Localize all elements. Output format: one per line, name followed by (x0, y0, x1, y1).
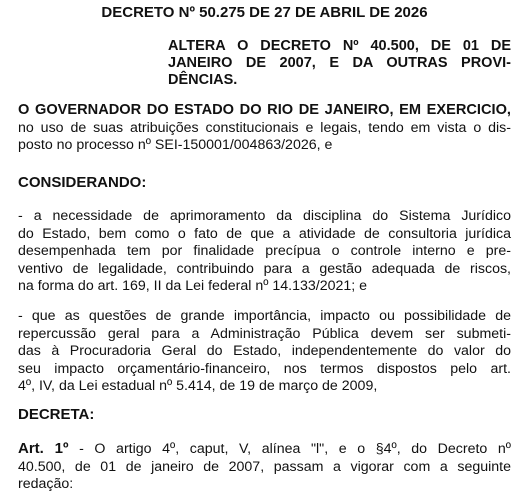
article-1-paragraph (18, 440, 511, 494)
decreta-heading: DECRETA: (18, 406, 95, 423)
paragraph-line: seu impacto orçamentário-financeiro, nos termos dispostos pelo art. (18, 360, 511, 377)
ementa-line: DÊNCIAS. (168, 72, 238, 88)
ementa-line: ALTERA O DECRETO Nº 40.500, DE 01 DE (168, 38, 511, 54)
paragraph-line: 4º, IV, da Lei estadual nº 5.414, de 19 de março de 2009, (18, 378, 378, 395)
considerando-heading: CONSIDERANDO: (18, 174, 147, 191)
article-1-first-line (18, 440, 511, 459)
preamble-bold: O GOVERNADOR DO ESTADO DO RIO DE JANEIRO, EM EXERCICIO, (18, 102, 511, 118)
considerando-paragraph-1 (18, 208, 511, 296)
paragraph-line: do Estado, bem como o fato de que a atividade de consultoria jurídica (18, 225, 511, 242)
article-1-text: - O artigo 4º, caput, V, alínea "l", e o §4º, do Decreto nº (68, 441, 511, 457)
article-1-label: Art. 1º (18, 440, 69, 457)
paragraph-line: desempenhada tem por finalidade precípua o controle interno e pre- (18, 243, 511, 260)
paragraph-line: das à Procuradoria Geral do Estado, independentemente do valor do (18, 343, 511, 360)
ementa-line: JANEIRO DE 2007, E DA OUTRAS PROVI- (168, 55, 511, 71)
considerando-paragraph-2 (18, 308, 511, 396)
preamble-line: no uso de suas atribuições constitucionais e legais, tendo em vista o dis- (18, 119, 511, 136)
preamble-line: posto no processo nº SEI-150001/004863/2026, e (18, 137, 333, 154)
paragraph-line: redação: (18, 476, 74, 493)
paragraph-line: repercussão geral para a Administração Pública devem ser submeti- (18, 325, 511, 342)
paragraph-line: ventivo de legalidade, contribuindo para a gestão adequada de riscos, (18, 260, 511, 277)
preamble-paragraph (18, 102, 511, 155)
decree-title: DECRETO Nº 50.275 DE 27 DE ABRIL DE 2026 (101, 4, 428, 21)
paragraph-line: na forma do art. 169, II da Lei federal nº 14.133/2021; e (18, 278, 368, 295)
paragraph-line: 40.500, de 01 de janeiro de 2007, passam a vigorar com a seguinte (18, 458, 511, 475)
paragraph-line: - que as questões de grande importância, impacto ou possibilidade de (18, 308, 511, 324)
decree-ementa (168, 38, 511, 89)
paragraph-line: - a necessidade de aprimoramento da disciplina do Sistema Jurídico (18, 208, 511, 224)
